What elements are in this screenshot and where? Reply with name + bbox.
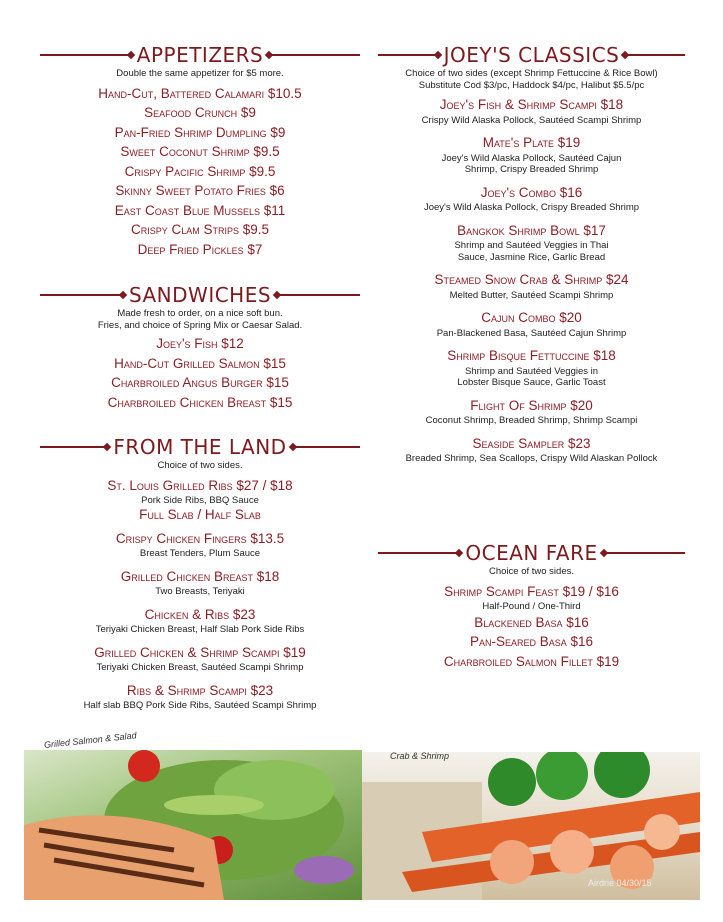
appetizers-header [40, 42, 360, 68]
menu-item: Sweet Coconut Shrimp $9.5 [120, 144, 280, 159]
broccoli-shape [488, 758, 536, 806]
menu-item: Pan-Fried Shrimp Dumpling $9 [114, 124, 286, 140]
menu-entry [378, 396, 685, 427]
section-title: APPETIZERS [136, 43, 264, 67]
menu-entry [378, 183, 685, 214]
item-desc: Lobster Bisque Sauce, Garlic Toast [457, 377, 606, 388]
item-desc: Teriyaki Chicken Breast, Half Slab Pork Side Ribs [95, 624, 305, 635]
menu-entry [40, 529, 360, 560]
land-section [40, 434, 360, 712]
menu-item: East Coast Blue Mussels $11 [114, 202, 286, 218]
item-title: Grilled Chicken Breast $18 [120, 568, 280, 584]
menu-item: Hand-Cut, Battered Calamari $10.5 [98, 85, 302, 101]
item-desc: Breaded Shrimp, Sea Scallops, Crispy Wild Alaskan Pollock [405, 453, 658, 464]
item-title: Chicken & Ribs $23 [144, 606, 256, 622]
shrimp-shape [550, 830, 594, 874]
shrimp-shape [490, 840, 534, 884]
item-desc: Pan-Blackened Basa, Sautéed Cajun Shrimp [436, 327, 627, 339]
item-title: Seaside Sampler $23 [472, 435, 591, 451]
menu-entry [40, 605, 360, 636]
item-desc: Sauce, Jasmine Rice, Garlic Bread [457, 251, 606, 263]
menu-entry [378, 346, 685, 389]
sandwiches-header [40, 282, 360, 308]
item-title: Shrimp Bisque Fettuccine $18 [447, 348, 616, 363]
photo-caption: Grilled Salmon & Salad [43, 730, 138, 750]
menu-item: Charbroiled Chicken Breast $15 [107, 394, 293, 410]
ocean-section [378, 540, 685, 671]
onion-shape [294, 856, 354, 884]
item-title: Charbroiled Salmon Fillet $19 [443, 653, 620, 669]
photo-caption: Crab & Shrimp [390, 751, 450, 761]
menu-entry [378, 270, 685, 301]
section-note: Double the same appetizer for $5 more. [116, 68, 284, 79]
item-desc: Shrimp and Sautéed Veggies in [464, 365, 599, 377]
item-desc: Joey's Wild Alaska Pollock, Crispy Breaded Shrimp [423, 202, 640, 213]
item-title: Steamed Snow Crab & Shrimp $24 [434, 272, 629, 287]
section-note: Choice of two sides (except Shrimp Fettuccine & Rice Bowl) [405, 68, 658, 79]
menu-item: Skinny Sweet Potato Fries $6 [115, 183, 285, 198]
item-title: Pan-Seared Basa $16 [469, 634, 594, 649]
menu-item: Crispy Clam Strips $9.5 [130, 222, 270, 237]
item-desc: Half slab BBQ Pork Side Ribs, Sautéed Scampi Shrimp [83, 700, 317, 711]
section-title: FROM THE LAND [113, 435, 287, 459]
divider [40, 54, 131, 56]
divider [40, 446, 107, 448]
item-title: St. Louis Grilled Ribs $27 / $18 [107, 477, 293, 493]
menu-entry [378, 308, 685, 339]
item-desc: Breast Tenders, Plum Sauce [139, 548, 261, 559]
item-desc: Pork Side Ribs, BBQ Sauce [141, 495, 259, 506]
menu-entry [378, 95, 685, 126]
divider [293, 446, 360, 448]
item-title: Ribs & Shrimp Scampi $23 [126, 682, 274, 698]
salmon-salad-photo [24, 750, 362, 900]
menu-item: Charbroiled Angus Burger $15 [111, 375, 289, 390]
divider [378, 54, 438, 56]
shrimp-shape [644, 814, 680, 850]
tomato-shape [128, 750, 160, 782]
item-title: Blackened Basa $16 [474, 614, 589, 630]
item-desc: Crispy Wild Alaska Pollock, Sautéed Scampi Shrimp [421, 114, 642, 126]
date-stamp: Airdrie 04/30/15 [588, 878, 652, 888]
classics-section [378, 42, 685, 465]
item-title: Joey's Combo $16 [480, 184, 583, 200]
cucumber-shape [164, 795, 264, 815]
broccoli-shape [594, 752, 650, 798]
land-header [40, 434, 360, 460]
item-desc: Shrimp and Sautéed Veggies in Thai [454, 240, 609, 251]
item-title: Crispy Chicken Fingers $13.5 [115, 530, 285, 546]
divider [40, 294, 123, 296]
menu-entry [378, 133, 685, 176]
item-title: Joey's Fish & Shrimp Scampi $18 [439, 97, 624, 112]
menu-item: Hand-Cut Grilled Salmon $15 [114, 355, 286, 371]
divider [269, 54, 360, 56]
menu-item: Crispy Pacific Shrimp $9.5 [124, 163, 276, 179]
ocean-list [378, 582, 685, 672]
item-title: Bangkok Shrimp Bowl $17 [457, 222, 606, 238]
item-desc: Teriyaki Chicken Breast, Sautéed Scampi Shrimp [96, 662, 304, 673]
sandwich-list [40, 334, 360, 412]
menu-item: Deep Fried Pickles $7 [137, 241, 263, 257]
menu-entry [40, 567, 360, 598]
menu-item: Seafood Crunch $9 [144, 105, 256, 120]
divider [378, 552, 459, 554]
item-title: Shrimp Scampi Feast $19 / $16 [444, 583, 619, 599]
section-note: Choice of two sides. [157, 460, 243, 471]
item-desc: Two Breasts, Teriyaki [155, 586, 245, 597]
sandwiches-section [40, 282, 360, 412]
section-title: SANDWICHES [128, 283, 272, 307]
salmon-salad-illustration [24, 750, 362, 900]
item-title: Cajun Combo $20 [481, 310, 582, 325]
menu-entry [378, 221, 685, 264]
section-note: Made fresh to order, on a nice soft bun. [117, 308, 283, 319]
classics-header [378, 42, 685, 68]
divider [277, 294, 360, 296]
menu-entry [378, 434, 685, 465]
menu-entry [40, 643, 360, 674]
section-note: Choice of two sides. [488, 566, 574, 577]
item-desc: Coconut Shrimp, Breaded Shrimp, Shrimp Scampi [425, 415, 638, 426]
item-desc: Half-Pound / One-Third [482, 601, 581, 612]
appetizers-section [40, 42, 360, 259]
item-title: Grilled Chicken & Shrimp Scampi $19 [94, 644, 306, 660]
divider [604, 552, 685, 554]
section-title: OCEAN FARE [465, 541, 598, 565]
section-note: Substitute Cod $3/pc, Haddock $4/pc, Halibut $5.5/pc [418, 79, 645, 91]
menu-entry [40, 476, 360, 522]
ocean-header [378, 540, 685, 566]
section-title: JOEY'S CLASSICS [443, 43, 620, 67]
item-desc: Joey's Wild Alaska Pollock, Sautéed Cajun [441, 152, 622, 164]
item-title: Mate's Plate $19 [482, 135, 581, 150]
item-desc: Shrimp, Crispy Breaded Shrimp [464, 164, 599, 175]
appetizer-list [40, 84, 360, 260]
menu-item: Joey's Fish $12 [156, 336, 244, 351]
item-title: Flight Of Shrimp $20 [470, 397, 593, 413]
broccoli-shape [536, 752, 588, 800]
item-desc: Melted Butter, Sautéed Scampi Shrimp [449, 289, 614, 301]
item-subtitle: Full Slab / Half Slab [139, 506, 261, 522]
section-note: Fries, and choice of Spring Mix or Caesar Salad. [97, 319, 303, 331]
menu-entry [40, 681, 360, 712]
divider [625, 54, 685, 56]
